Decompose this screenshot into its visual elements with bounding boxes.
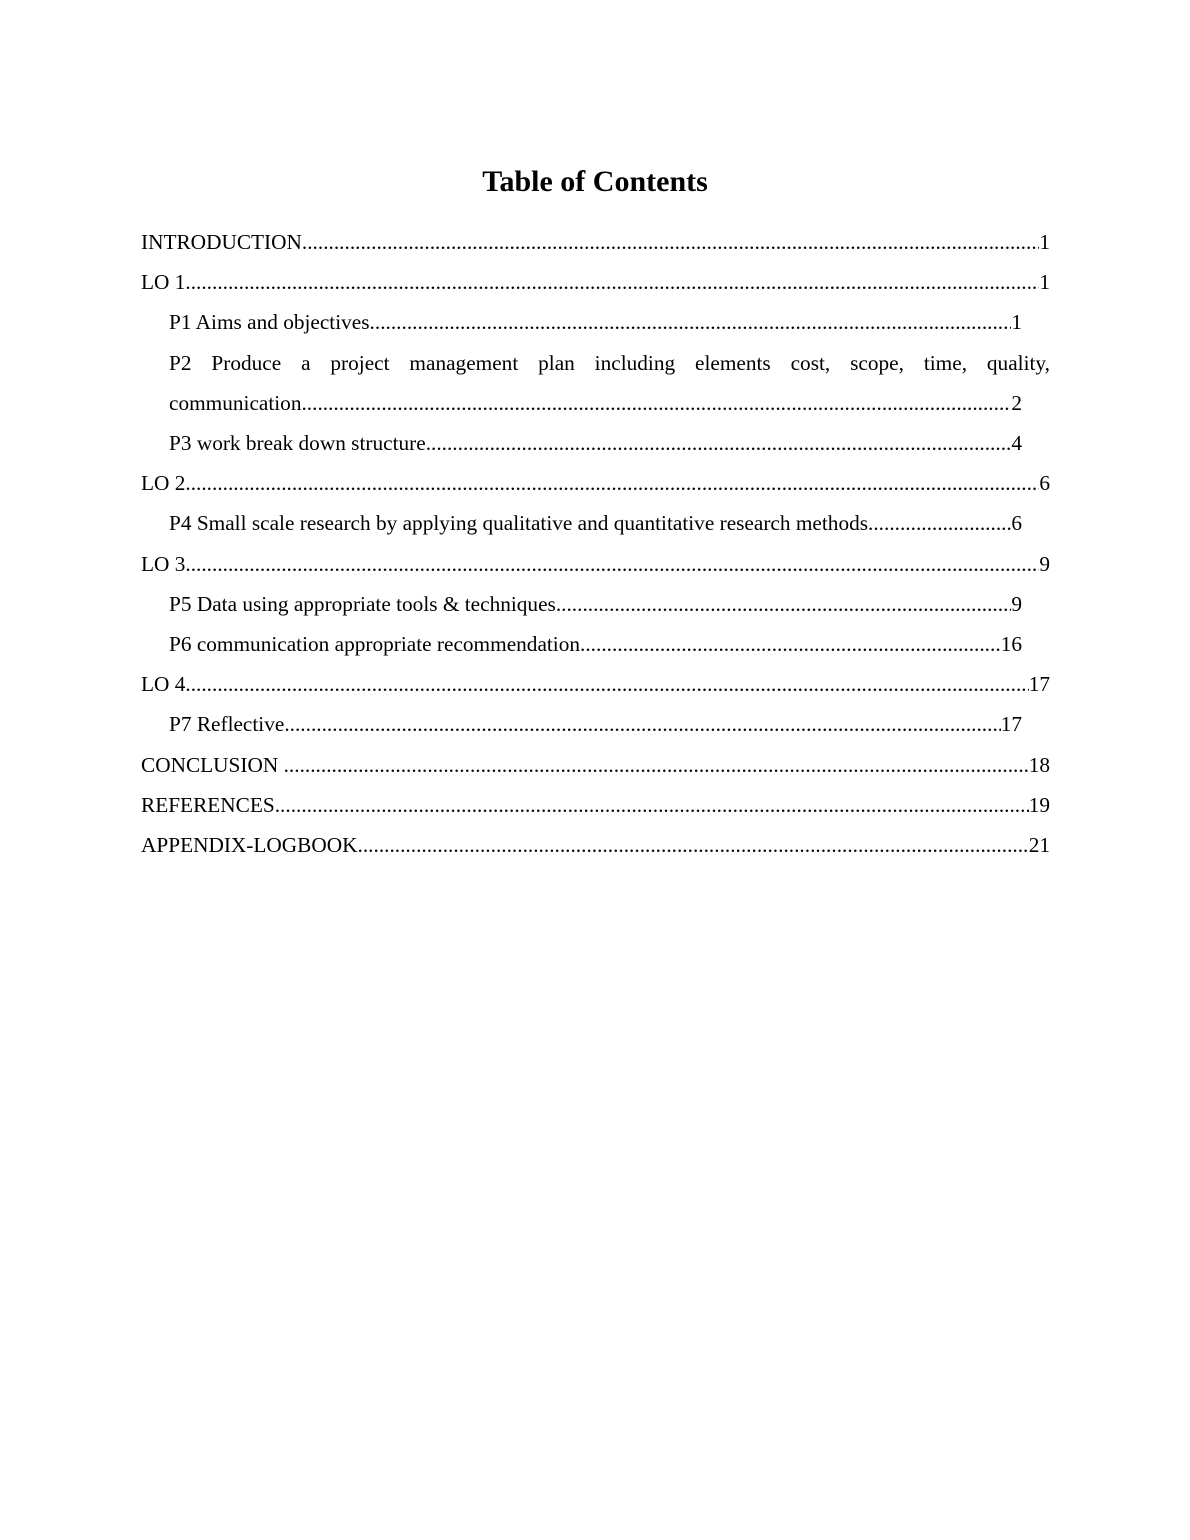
toc-entry-label: P7 Reflective (169, 712, 285, 737)
toc-entry-page-number: 2 (1011, 390, 1022, 415)
toc-entry-page-number: 18 (1028, 752, 1050, 777)
toc-entry-references[interactable] (141, 785, 1050, 825)
dot-leader (301, 383, 1011, 423)
dot-leader (275, 785, 1029, 825)
toc-entry-label: P5 Data using appropriate tools & techniques (169, 591, 556, 616)
table-of-contents (141, 222, 1050, 865)
dot-leader (185, 463, 1039, 503)
toc-entry-label-continued: communication (169, 390, 302, 415)
toc-entry-p2[interactable] (169, 343, 1050, 423)
toc-entry-page-number: 1 (1039, 270, 1050, 295)
toc-entry-label: P1 Aims and objectives (169, 310, 370, 335)
toc-entry-label: REFERENCES (141, 792, 275, 817)
toc-entry-label: APPENDIX-LOGBOOK (141, 833, 358, 858)
toc-entry-introduction[interactable] (141, 222, 1050, 262)
toc-entry-label: LO 2 (141, 471, 186, 496)
toc-entry-appendix-logbook[interactable] (141, 825, 1050, 865)
toc-entry-label: P2 Produce a project management plan including elements cost, scope, time, quality, (169, 350, 1050, 375)
toc-entry-label: INTRODUCTION (141, 230, 302, 254)
toc-entry-label: LO 3 (141, 551, 186, 576)
dot-leader (426, 423, 1012, 463)
toc-entry-page-number: 6 (1011, 511, 1022, 536)
toc-entry-conclusion[interactable] (141, 745, 1050, 785)
toc-entry-page-number: 9 (1039, 551, 1050, 576)
dot-leader (185, 262, 1039, 302)
toc-entry-p3[interactable] (169, 423, 1022, 463)
dot-leader (358, 825, 1029, 865)
toc-entry-page-number: 1 (1039, 230, 1050, 254)
toc-entry-p1[interactable] (169, 302, 1022, 342)
toc-entry-label: P6 communication appropriate recommendation (169, 632, 581, 657)
toc-entry-label: LO 4 (141, 672, 186, 697)
page-title: Table of Contents (482, 165, 708, 198)
dot-leader (185, 664, 1028, 704)
toc-entry-label: P3 work break down structure (169, 431, 426, 456)
toc-entry-page-number: 17 (1000, 712, 1022, 737)
toc-entry-page-number: 17 (1028, 672, 1050, 697)
toc-entry-p7[interactable] (169, 704, 1022, 744)
toc-entry-page-number: 6 (1039, 471, 1050, 496)
toc-entry-label: CONCLUSION (141, 752, 284, 777)
dot-leader (284, 745, 1029, 785)
toc-entry-page-number: 9 (1011, 591, 1022, 616)
toc-entry-page-number: 16 (1000, 632, 1022, 657)
dot-leader (868, 503, 1011, 543)
dot-leader (284, 704, 1000, 744)
toc-entry-page-number: 19 (1028, 792, 1050, 817)
dot-leader (580, 624, 1001, 664)
toc-entry-label: P4 Small scale research by applying qualitative and quantitative research methods (169, 511, 869, 536)
dot-leader (185, 544, 1039, 584)
toc-entry-lo3[interactable] (141, 544, 1050, 584)
toc-entry-page-number: 1 (1011, 310, 1022, 335)
dot-leader (370, 302, 1012, 342)
dot-leader (556, 584, 1012, 624)
toc-entry-p6[interactable] (169, 624, 1022, 664)
toc-entry-label: LO 1 (141, 270, 186, 295)
toc-entry-lo4[interactable] (141, 664, 1050, 704)
toc-entry-lo2[interactable] (141, 463, 1050, 503)
dot-leader (302, 222, 1039, 262)
toc-entry-p4[interactable] (169, 503, 1022, 543)
toc-entry-page-number: 21 (1028, 833, 1050, 858)
toc-entry-page-number: 4 (1011, 431, 1022, 456)
toc-entry-p5[interactable] (169, 584, 1022, 624)
toc-entry-lo1[interactable] (141, 262, 1050, 302)
